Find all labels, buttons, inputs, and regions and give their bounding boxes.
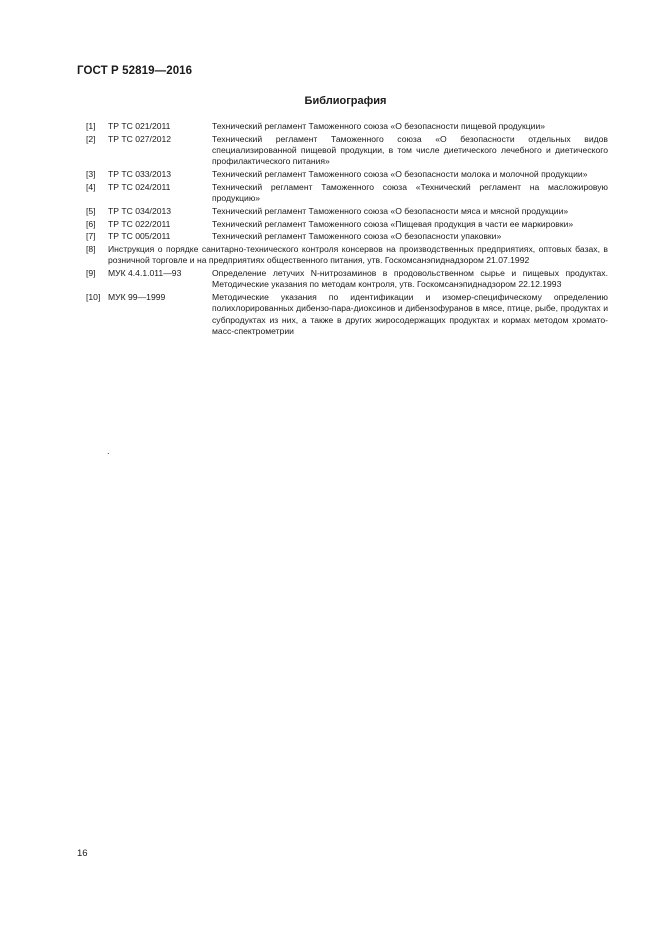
- bibliography-entry: [86, 244, 608, 266]
- entry-text: Методические указания по идентификации и изомер-специфическому определению полихлорированных дибензо-пара-диоксинов и дибензофуранов в мясе, птице, рыбе, продуктах и субпродуктах из них, а также в других жиросодержащих продуктах и кормах методом хромато-масс-спектрометрии: [212, 292, 608, 336]
- entry-text: Инструкция о порядке санитарно-технического контроля консервов на производственных предприятиях, оптовых базах, в розничной торговле и на предприятиях общественного питания, утв. Госкомсанэпиднадзором 21.07.1992: [108, 244, 608, 266]
- entry-number: [7]: [86, 231, 96, 242]
- entry-code: МУК 4.4.1.011—93: [108, 268, 182, 279]
- entry-number: [2]: [86, 133, 96, 144]
- bibliography-entry: [86, 219, 608, 230]
- entry-text: Технический регламент Таможенного союза «Пищевая продукция в части ее маркировки»: [212, 218, 574, 229]
- entry-text: Технический регламент Таможенного союза «О безопасности мяса и мясной продукции»: [212, 205, 569, 216]
- bibliography-entry: [86, 268, 608, 290]
- bibliography-entry: [86, 134, 608, 168]
- bibliography-entry: [86, 121, 608, 132]
- entry-text: Технический регламент Таможенного союза «О безопасности пищевой продукции»: [212, 121, 546, 131]
- bibliography-entry: [86, 206, 608, 217]
- entry-text: Технический регламент Таможенного союза «О безопасности отдельных видов специализированной пищевой продукции, в том числе диетического лечебного и диетического профилактического питания»: [212, 133, 608, 167]
- entry-number: [4]: [86, 181, 96, 192]
- entry-code: ТР ТС 022/2011: [108, 218, 171, 229]
- bibliography-entry: [86, 169, 608, 180]
- stray-dot: .: [107, 446, 110, 456]
- entry-code: ТР ТС 034/2013: [108, 205, 172, 216]
- entry-text: Определение летучих N-нитрозаминов в продовольственном сырье и пищевых продуктах. Методические указания по методам контроля, утв. Госкомсанэпиднадзором 22.12.1993: [212, 268, 608, 290]
- entry-code: ТР ТС 024/2011: [108, 181, 171, 192]
- entry-number: [5]: [86, 205, 96, 216]
- page-number: 16: [77, 848, 88, 859]
- entry-number: [9]: [86, 268, 96, 279]
- entry-number: [10]: [86, 292, 101, 303]
- entry-text: Технический регламент Таможенного союза «О безопасности упаковки»: [212, 231, 502, 242]
- bibliography-entry: [86, 182, 608, 204]
- entry-code: ТР ТС 033/2013: [108, 169, 172, 179]
- section-title: Библиография: [304, 95, 387, 107]
- document-header: ГОСТ Р 52819—2016: [77, 65, 193, 77]
- entry-number: [1]: [86, 121, 96, 131]
- entry-number: [6]: [86, 218, 96, 229]
- entry-number: [3]: [86, 169, 96, 179]
- entry-code: МУК 99—1999: [108, 292, 166, 303]
- entry-code: ТР ТС 021/2011: [108, 121, 171, 131]
- entry-code: ТР ТС 027/2012: [108, 133, 172, 144]
- bibliography-entry: [86, 231, 608, 242]
- entry-text: Технический регламент Таможенного союза «О безопасности молока и молочной продукции»: [212, 169, 588, 179]
- entry-number: [8]: [86, 244, 96, 255]
- entry-code: ТР ТС 005/2011: [108, 231, 171, 242]
- entry-text: Технический регламент Таможенного союза «Технический регламент на масложировую продукцию»: [212, 181, 608, 203]
- bibliography-entry: [86, 292, 608, 337]
- bibliography-list: [86, 121, 608, 339]
